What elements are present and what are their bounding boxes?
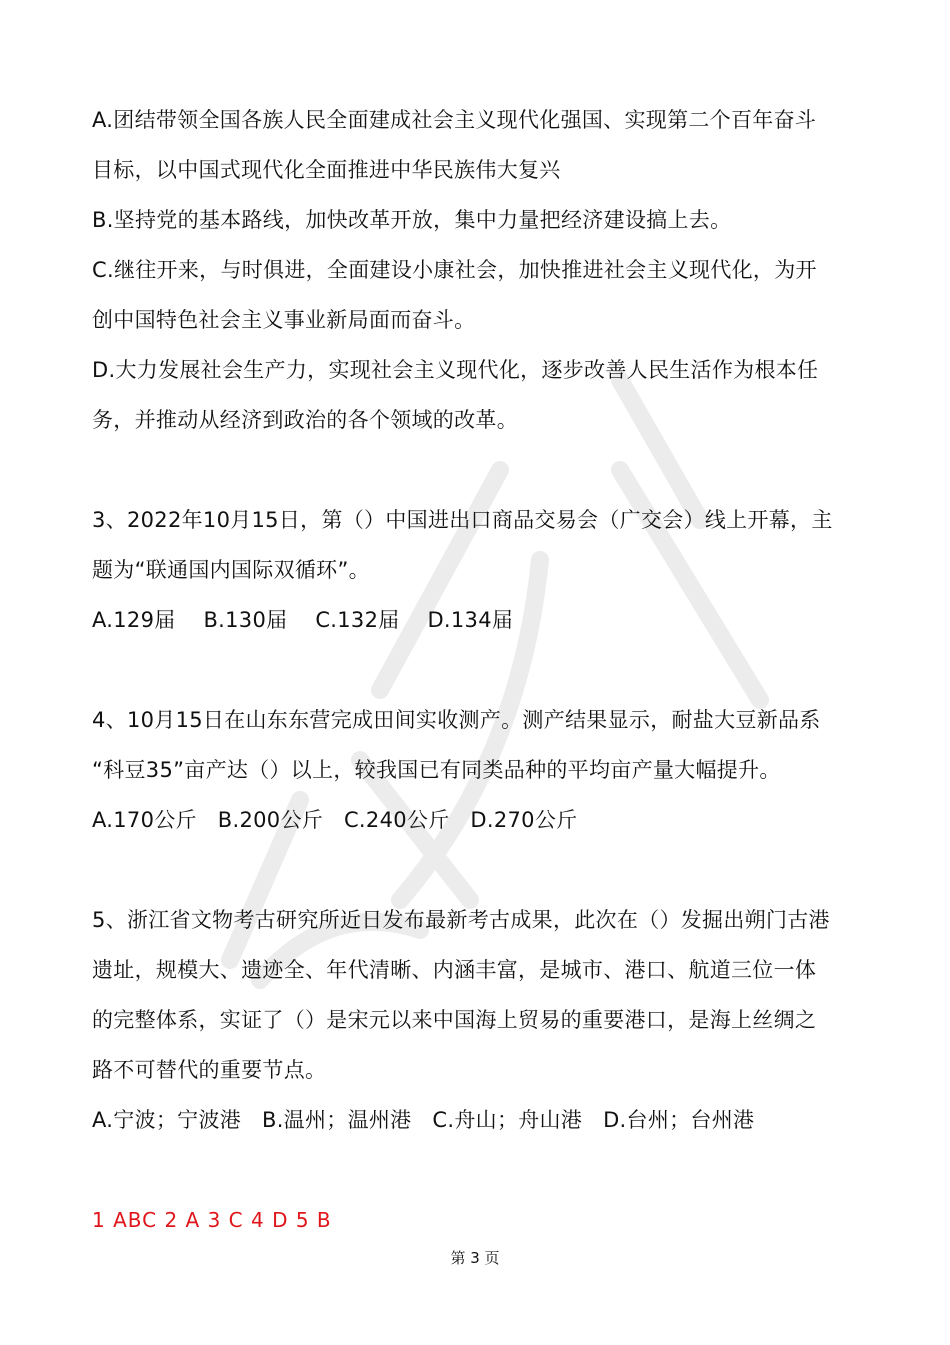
question-4-text: “科豆35”亩产达（）以上，较我国已有同类品种的平均亩产量大幅提升。 [92, 758, 781, 782]
option-text: B.坚持党的基本路线，加快改革开放，集中力量把经济建设搞上去。 [92, 208, 732, 232]
page-number: 第 3 页 [450, 1249, 500, 1267]
option-text: C.继往开来，与时俱进，全面建设小康社会，加快推进社会主义现代化，为开 [92, 258, 817, 282]
question-3-options: A.129届 B.130届 C.132届 D.134届 [92, 608, 514, 632]
option-text: 创中国特色社会主义事业新局面而奋斗。 [92, 308, 476, 332]
question-5-text: 遗址，规模大、遗迹全、年代清晰、内涵丰富，是城市、港口、航道三位一体 [92, 958, 817, 982]
question-5-text: 路不可替代的重要节点。 [92, 1058, 327, 1082]
option-text: 务，并推动从经济到政治的各个领域的改革。 [92, 408, 518, 432]
question-5-text: 的完整体系，实证了（）是宋元以来中国海上贸易的重要港口，是海上丝绸之 [92, 1008, 817, 1032]
option-text: D.大力发展社会生产力，实现社会主义现代化，逐步改善人民生活作为根本任 [92, 358, 819, 382]
question-4-text: 4、10月15日在山东东营完成田间实收测产。测产结果显示，耐盐大豆新品系 [92, 708, 821, 732]
question-3-text: 3、2022年10月15日，第（）中国进出口商品交易会（广交会）线上开幕，主 [92, 508, 833, 532]
option-text: 目标，以中国式现代化全面推进中华民族伟大复兴 [92, 158, 561, 182]
answer-key: 1 ABC 2 A 3 C 4 D 5 B [92, 1208, 332, 1232]
question-3-text: 题为“联通国内国际双循环”。 [92, 558, 370, 582]
question-5-text: 5、浙江省文物考古研究所近日发布最新考古成果，此次在（）发掘出朔门古港 [92, 908, 830, 932]
question-5-options: A.宁波；宁波港 B.温州；温州港 C.舟山；舟山港 D.台州；台州港 [92, 1108, 755, 1132]
option-text: A.团结带领全国各族人民全面建成社会主义现代化强国、实现第二个百年奋斗 [92, 108, 817, 132]
page-content [92, 95, 872, 1245]
question-4-options: A.170公斤 B.200公斤 C.240公斤 D.270公斤 [92, 808, 578, 832]
